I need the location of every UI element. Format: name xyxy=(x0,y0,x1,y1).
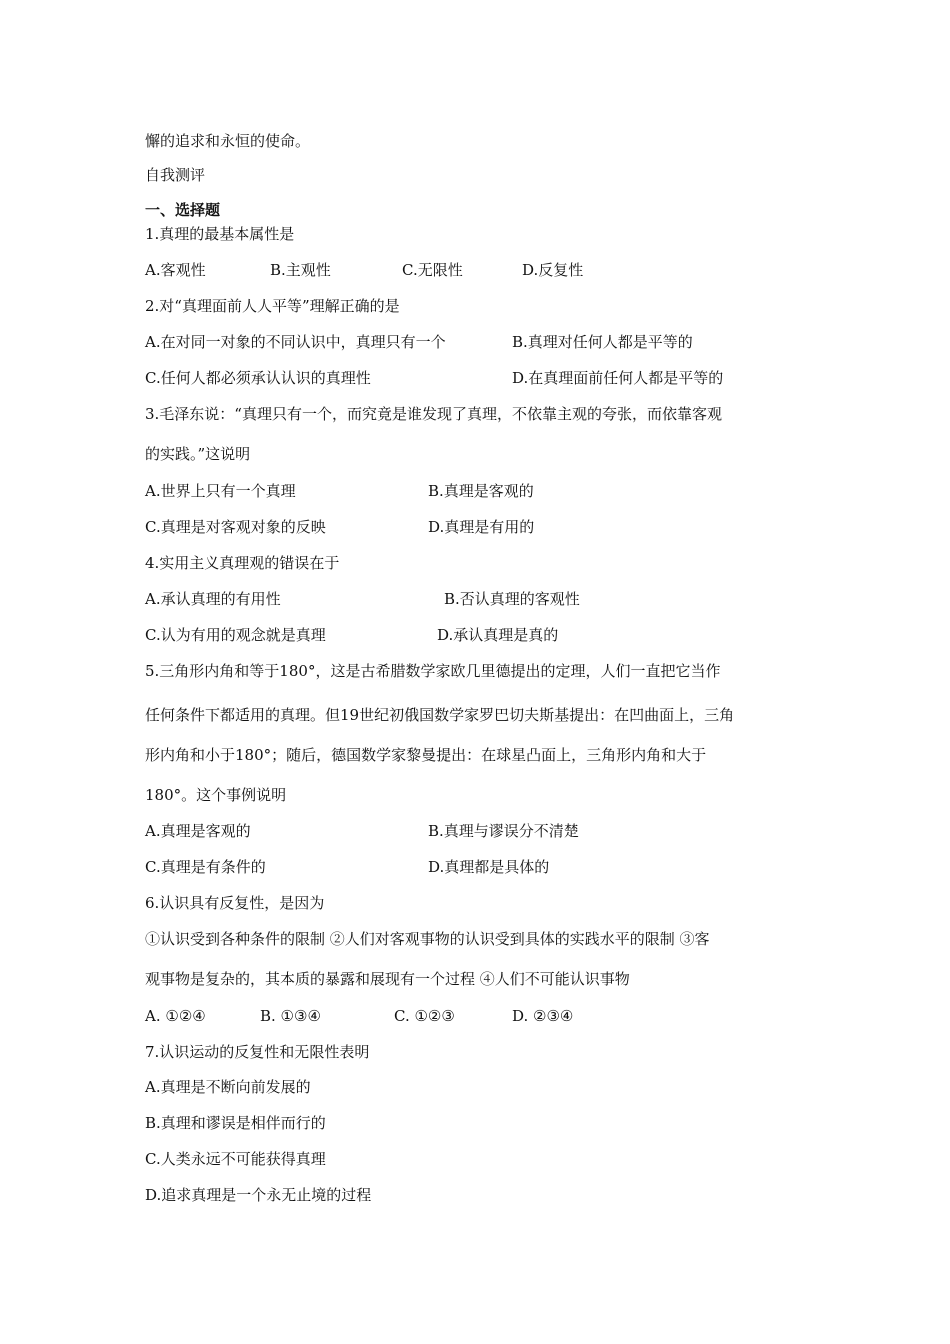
section-heading-choice: 一、选择题 xyxy=(145,201,221,219)
question-1-option-c: C.无限性 xyxy=(402,261,463,279)
continuation-line: 懈的追求和永恒的使命。 xyxy=(145,132,311,150)
question-7-option-a: A.真理是不断向前发展的 xyxy=(145,1078,311,1096)
question-6-items-line-2: 观事物是复杂的，其本质的暴露和展现有一个过程 ④人们不可能认识事物 xyxy=(145,970,630,988)
question-7-stem: 7.认识运动的反复性和无限性表明 xyxy=(145,1043,370,1061)
question-3-stem-line-2: 的实践。”这说明 xyxy=(145,445,251,463)
question-3-option-b: B.真理是客观的 xyxy=(428,482,534,500)
question-2-stem: 2.对“真理面前人人平等”理解正确的是 xyxy=(145,297,400,315)
question-6-option-d: D. ②③④ xyxy=(512,1007,574,1025)
question-4-option-b: B.否认真理的客观性 xyxy=(444,590,580,608)
question-4-option-c: C.认为有用的观念就是真理 xyxy=(145,626,326,644)
question-5-stem-line-2: 任何条件下都适用的真理。但19世纪初俄国数学家罗巴切夫斯基提出：在凹曲面上，三角 xyxy=(145,706,735,724)
question-1-stem: 1.真理的最基本属性是 xyxy=(145,225,295,243)
question-2-option-a: A.在对同一对象的不同认识中，真理只有一个 xyxy=(145,333,446,351)
question-5-stem-line-1: 5.三角形内角和等于180°，这是古希腊数学家欧几里德提出的定理，人们一直把它当作 xyxy=(145,662,721,680)
question-3-option-c: C.真理是对客观对象的反映 xyxy=(145,518,326,536)
question-2-option-b: B.真理对任何人都是平等的 xyxy=(512,333,693,351)
question-6-stem: 6.认识具有反复性，是因为 xyxy=(145,894,325,912)
question-5-option-d: D.真理都是具体的 xyxy=(428,858,550,876)
question-4-option-d: D.承认真理是真的 xyxy=(437,626,559,644)
question-6-option-a: A. ①②④ xyxy=(145,1007,206,1025)
question-7-option-d: D.追求真理是一个永无止境的过程 xyxy=(145,1186,372,1204)
question-1-option-a: A.客观性 xyxy=(145,261,206,279)
question-1-option-b: B.主观性 xyxy=(270,261,331,279)
question-5-option-c: C.真理是有条件的 xyxy=(145,858,266,876)
question-3-option-d: D.真理是有用的 xyxy=(428,518,535,536)
question-6-option-c: C. ①②③ xyxy=(394,1007,455,1025)
question-4-option-a: A.承认真理的有用性 xyxy=(145,590,281,608)
question-2-option-c: C.任何人都必须承认认识的真理性 xyxy=(145,369,371,387)
question-5-stem-line-4: 180°。这个事例说明 xyxy=(145,786,287,804)
question-7-option-b: B.真理和谬误是相伴而行的 xyxy=(145,1114,326,1132)
question-5-option-b: B.真理与谬误分不清楚 xyxy=(428,822,579,840)
question-5-option-a: A.真理是客观的 xyxy=(145,822,251,840)
question-4-stem: 4.实用主义真理观的错误在于 xyxy=(145,554,340,572)
question-6-items-line-1: ①认识受到各种条件的限制 ②人们对客观事物的认识受到具体的实践水平的限制 ③客 xyxy=(145,930,710,948)
question-5-stem-line-3: 形内角和小于180°；随后，德国数学家黎曼提出：在球星凸面上，三角形内角和大于 xyxy=(145,746,707,764)
question-3-stem-line-1: 3.毛泽东说：“真理只有一个，而究竟是谁发现了真理，不依靠主观的夸张，而依靠客观 xyxy=(145,405,722,423)
question-6-option-b: B. ①③④ xyxy=(260,1007,321,1025)
self-evaluation-heading: 自我测评 xyxy=(145,166,206,184)
question-1-option-d: D.反复性 xyxy=(522,261,584,279)
question-7-option-c: C.人类永远不可能获得真理 xyxy=(145,1150,326,1168)
question-3-option-a: A.世界上只有一个真理 xyxy=(145,482,296,500)
question-2-option-d: D.在真理面前任何人都是平等的 xyxy=(512,369,724,387)
